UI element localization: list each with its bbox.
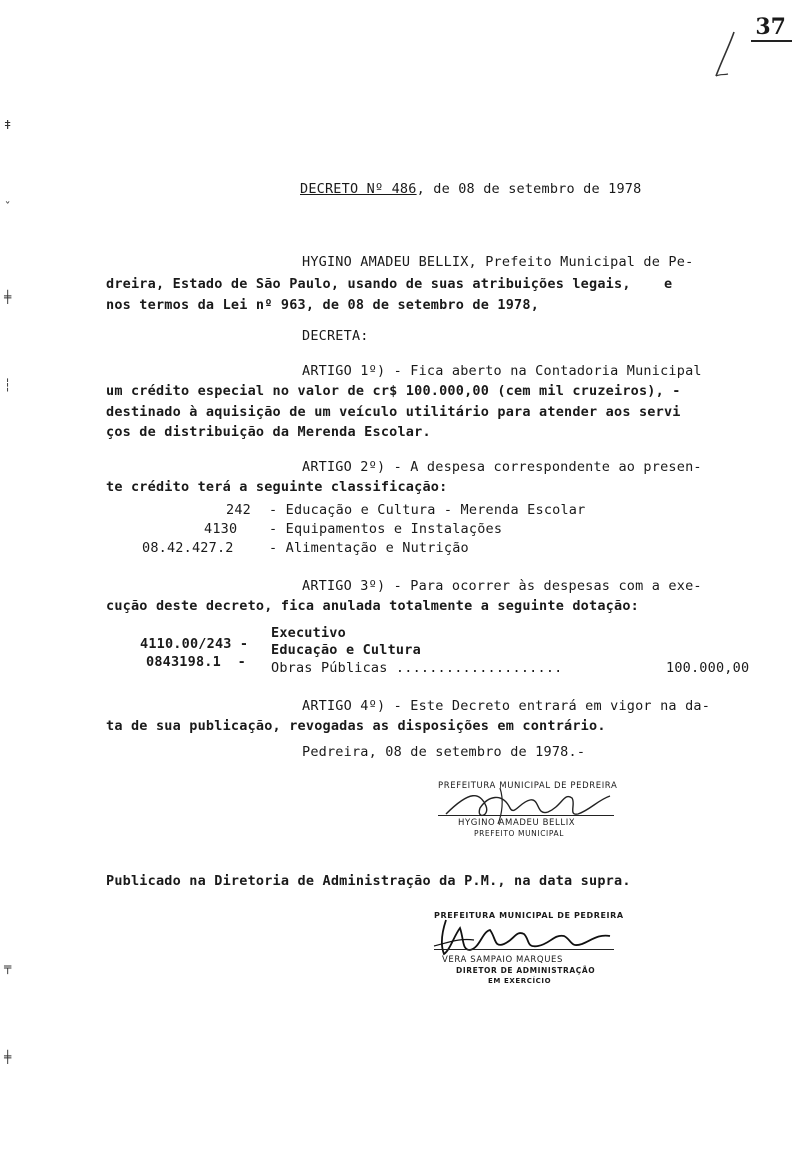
artigo1-line: um crédito especial no valor de cr$ 100.000,00 (cem mil cruzeiros), - bbox=[106, 383, 681, 399]
classification-code: 4130 bbox=[204, 521, 238, 537]
appropriation-desc: Educação e Cultura bbox=[271, 642, 421, 658]
signature-role: PREFEITO MUNICIPAL bbox=[474, 829, 564, 838]
signature-line bbox=[438, 815, 614, 816]
preamble-line: nos termos da Lei nº 963, de 08 de setembro de 1978, bbox=[106, 297, 540, 313]
margin-mark: ┆ bbox=[4, 378, 12, 392]
signature-stamp-top: PREFEITURA MUNICIPAL DE PEDREIRA bbox=[434, 911, 624, 920]
decree-title bbox=[300, 181, 641, 197]
decreta-heading: DECRETA: bbox=[302, 328, 369, 344]
artigo1-line: ços de distribuição da Merenda Escolar. bbox=[106, 424, 431, 440]
appropriation-code: 4110.00/243 - bbox=[140, 636, 249, 652]
preamble-line: HYGINO AMADEU BELLIX, Prefeito Municipal de Pe- bbox=[302, 254, 694, 270]
artigo3-line: cução deste decreto, fica anulada totalmente a seguinte dotação: bbox=[106, 598, 639, 614]
classification-code: 242 bbox=[226, 502, 251, 518]
artigo4-line: ARTIGO 4º) - Este Decreto entrará em vigor na da- bbox=[302, 698, 711, 714]
appropriation-amount: 100.000,00 bbox=[666, 660, 750, 676]
artigo3-line: ARTIGO 3º) - Para ocorrer às despesas com a exe- bbox=[302, 578, 702, 594]
decree-label: DECRETO Nº 486 bbox=[300, 181, 417, 197]
signature-stamp-top: PREFEITURA MUNICIPAL DE PEDREIRA bbox=[438, 781, 618, 791]
signature-role: EM EXERCÍCIO bbox=[488, 977, 552, 985]
handwritten-mark-icon bbox=[712, 30, 742, 80]
signature-role: DIRETOR DE ADMINISTRAÇÃO bbox=[456, 966, 596, 975]
decree-date: , de 08 de setembro de 1978 bbox=[416, 181, 642, 197]
artigo2-line: te crédito terá a seguinte classificação: bbox=[106, 479, 448, 495]
margin-mark: ╪ bbox=[4, 290, 12, 304]
artigo4-line: ta de sua publicação, revogadas as disposições em contrário. bbox=[106, 718, 606, 734]
margin-mark: ǂ bbox=[4, 118, 12, 132]
publication-note: Publicado na Diretoria de Administração da P.M., na data supra. bbox=[106, 873, 631, 889]
signature-name: VERA SAMPAIO MARQUES bbox=[442, 955, 563, 965]
preamble-line: dreira, Estado de São Paulo, usando de suas atribuições legais, e bbox=[106, 276, 673, 292]
signature-icon bbox=[430, 916, 620, 958]
page-number: 37 bbox=[755, 14, 786, 40]
signature-line bbox=[434, 949, 614, 950]
margin-mark: ˇ bbox=[4, 200, 12, 214]
classification-desc: - Educação e Cultura - Merenda Escolar bbox=[269, 502, 586, 518]
artigo1-line: destinado à aquisição de um veículo utilitário para atender aos servi bbox=[106, 404, 681, 420]
appropriation-code: 0843198.1 - bbox=[146, 654, 246, 670]
classification-desc: - Equipamentos e Instalações bbox=[269, 521, 503, 537]
appropriation-desc: Executivo bbox=[271, 625, 346, 641]
classification-code: 08.42.427.2 bbox=[142, 540, 234, 556]
closing-date: Pedreira, 08 de setembro de 1978.- bbox=[302, 744, 586, 760]
margin-mark: ╪ bbox=[4, 1050, 12, 1064]
margin-mark: ╤ bbox=[4, 960, 12, 974]
classification-desc: - Alimentação e Nutrição bbox=[269, 540, 469, 556]
artigo1-line: ARTIGO 1º) - Fica aberto na Contadoria Municipal bbox=[302, 363, 702, 379]
signature-name: HYGINO AMADEU BELLIX bbox=[458, 818, 576, 828]
artigo2-line: ARTIGO 2º) - A despesa correspondente ao presen- bbox=[302, 459, 702, 475]
appropriation-desc: Obras Públicas .................... bbox=[271, 660, 563, 676]
